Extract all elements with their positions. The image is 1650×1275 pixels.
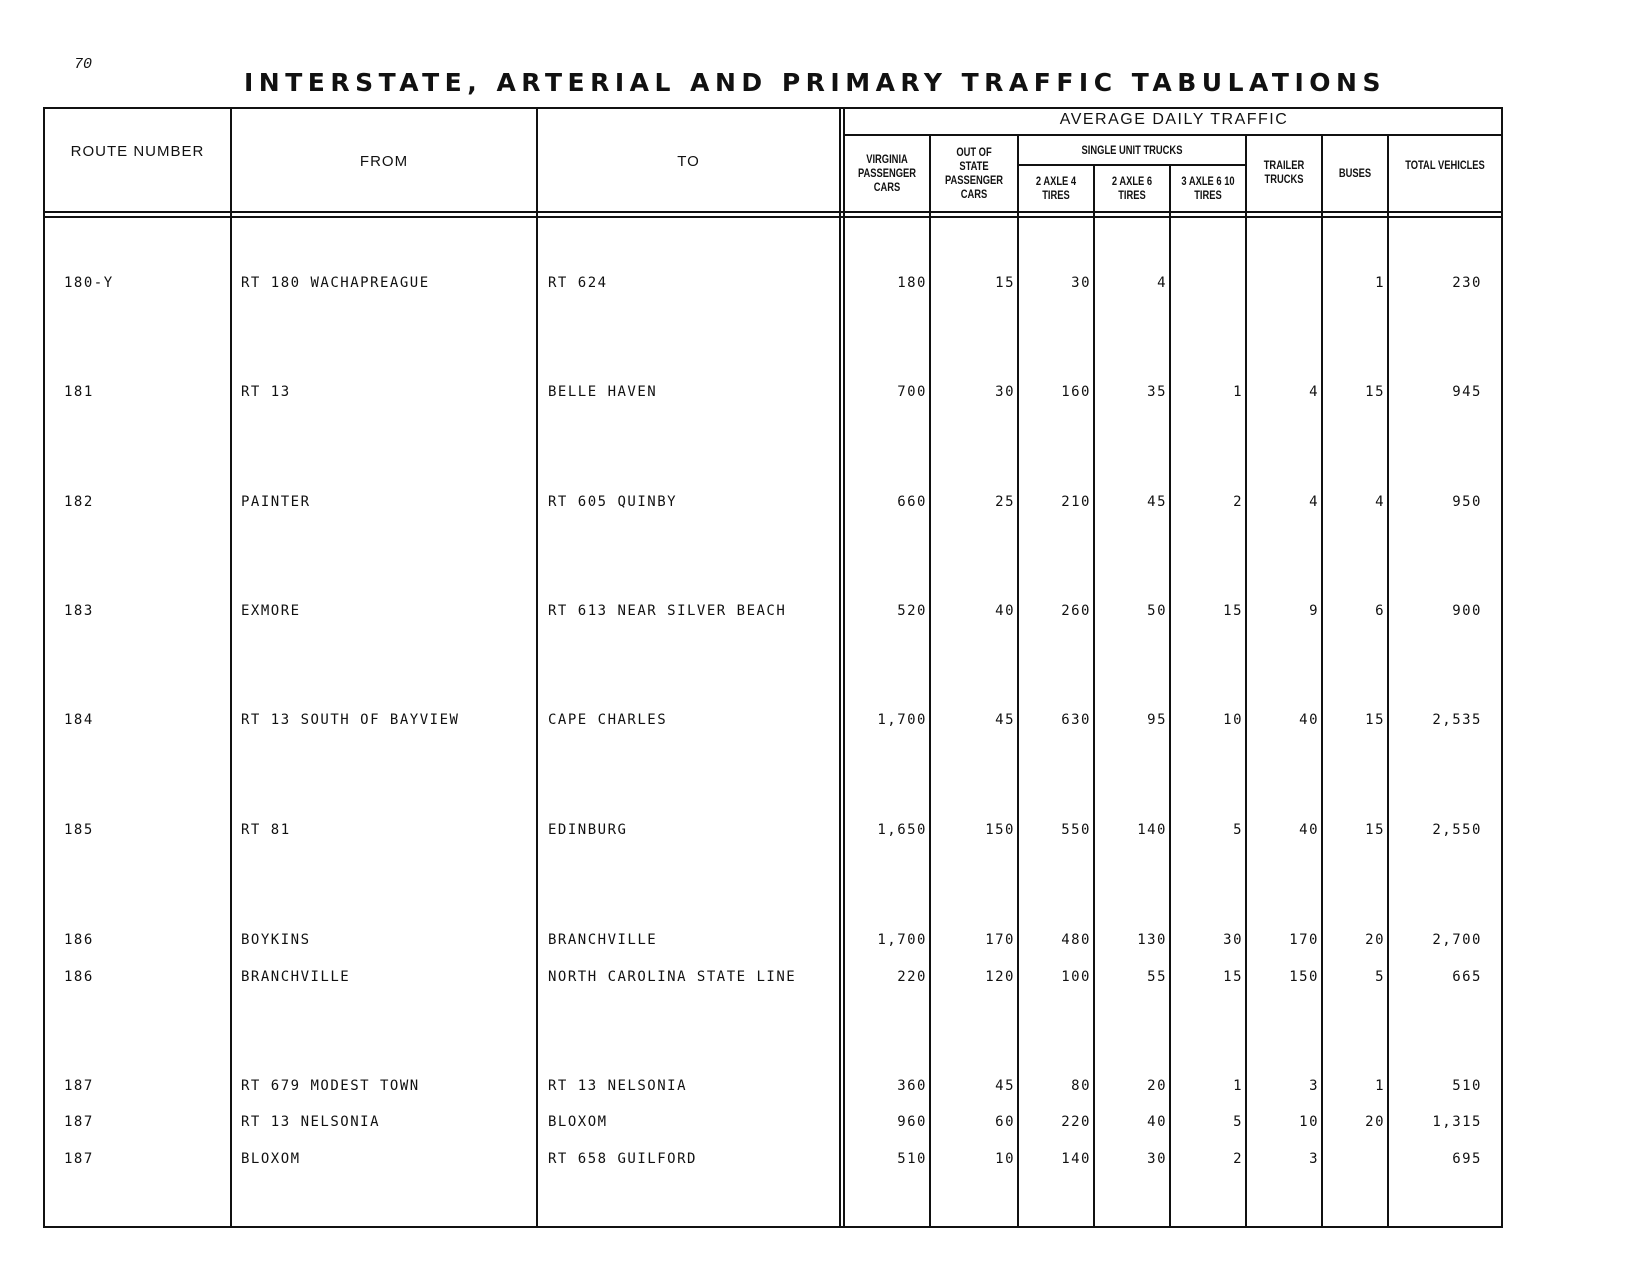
cell-a2t6: 55 [1147, 969, 1167, 985]
cell-a2t4: 210 [1061, 494, 1091, 510]
cell-trailer: 9 [1309, 603, 1319, 619]
divider-trailer-buses [1321, 135, 1323, 1228]
cell-total: 510 [1452, 1078, 1482, 1094]
divider-to-traffic-double [843, 107, 845, 1228]
cell-trailer: 40 [1299, 712, 1319, 728]
divider-2a4t-2a6t [1093, 165, 1095, 1228]
cell-va: 1,700 [877, 712, 927, 728]
cell-oos: 45 [995, 712, 1015, 728]
header-average-daily-traffic: AVERAGE DAILY TRAFFIC [1059, 111, 1289, 128]
cell-a3: 5 [1233, 1114, 1243, 1130]
cell-a2t6: 140 [1137, 822, 1167, 838]
cell-buses: 15 [1365, 384, 1385, 400]
divider-to-traffic [839, 107, 841, 1228]
cell-buses: 1 [1375, 1078, 1385, 1094]
cell-route: 184 [64, 712, 94, 728]
rule-adt [843, 134, 1503, 136]
cell-oos: 120 [985, 969, 1015, 985]
cell-total: 230 [1452, 275, 1482, 291]
cell-a2t6: 95 [1147, 712, 1167, 728]
cell-a3: 10 [1223, 712, 1243, 728]
cell-to: RT 613 NEAR SILVER BEACH [548, 603, 787, 619]
cell-a2t6: 45 [1147, 494, 1167, 510]
header-buses: BUSES [1338, 166, 1372, 180]
cell-a2t6: 50 [1147, 603, 1167, 619]
cell-trailer: 4 [1309, 494, 1319, 510]
header-3-axle-6-10-tires: 3 AXLE 6 10 TIRES [1181, 174, 1235, 202]
header-virginia-passenger-cars: VIRGINIA PASSENGER CARS [857, 152, 917, 194]
cell-a2t4: 100 [1061, 969, 1091, 985]
page-title: INTERSTATE, ARTERIAL AND PRIMARY TRAFFIC TABULATIONS [244, 68, 1386, 97]
cell-route: 183 [64, 603, 94, 619]
cell-total: 2,535 [1432, 712, 1482, 728]
cell-va: 1,650 [877, 822, 927, 838]
cell-from: BOYKINS [241, 932, 311, 948]
cell-from: RT 180 WACHAPREAGUE [241, 275, 430, 291]
cell-route: 185 [64, 822, 94, 838]
cell-buses: 5 [1375, 969, 1385, 985]
cell-a3: 2 [1233, 494, 1243, 510]
rule-single-unit [1017, 164, 1247, 166]
cell-to: RT 624 [548, 275, 608, 291]
cell-oos: 170 [985, 932, 1015, 948]
header-2-axle-4-tires: 2 AXLE 4 TIRES [1035, 174, 1077, 202]
cell-a2t4: 480 [1061, 932, 1091, 948]
cell-route: 187 [64, 1078, 94, 1094]
cell-trailer: 4 [1309, 384, 1319, 400]
cell-total: 2,550 [1432, 822, 1482, 838]
cell-oos: 150 [985, 822, 1015, 838]
header-trailer-trucks: TRAILER TRUCKS [1263, 158, 1305, 186]
cell-trailer: 10 [1299, 1114, 1319, 1130]
header-single-unit-trucks: SINGLE UNIT TRUCKS [1081, 143, 1183, 157]
cell-total: 1,315 [1432, 1114, 1482, 1130]
cell-va: 220 [897, 969, 927, 985]
cell-total: 2,700 [1432, 932, 1482, 948]
cell-from: RT 13 NELSONIA [241, 1114, 381, 1130]
cell-a2t6: 30 [1147, 1151, 1167, 1167]
cell-total: 900 [1452, 603, 1482, 619]
cell-va: 520 [897, 603, 927, 619]
cell-a2t4: 220 [1061, 1114, 1091, 1130]
cell-oos: 60 [995, 1114, 1015, 1130]
cell-va: 660 [897, 494, 927, 510]
cell-oos: 10 [995, 1151, 1015, 1167]
divider-sut-trailer [1245, 135, 1247, 1228]
cell-from: EXMORE [241, 603, 301, 619]
cell-route: 186 [64, 969, 94, 985]
cell-to: NORTH CAROLINA STATE LINE [548, 969, 797, 985]
cell-a2t4: 260 [1061, 603, 1091, 619]
cell-a2t4: 30 [1071, 275, 1091, 291]
cell-buses: 4 [1375, 494, 1385, 510]
cell-a2t4: 140 [1061, 1151, 1091, 1167]
header-route-number: ROUTE NUMBER [70, 143, 205, 160]
cell-a2t4: 630 [1061, 712, 1091, 728]
cell-a3: 5 [1233, 822, 1243, 838]
cell-to: EDINBURG [548, 822, 628, 838]
divider-oos-sut [1017, 135, 1019, 1228]
cell-from: PAINTER [241, 494, 311, 510]
cell-route: 187 [64, 1151, 94, 1167]
cell-to: RT 605 QUINBY [548, 494, 678, 510]
cell-to: BRANCHVILLE [548, 932, 658, 948]
rule-header-bottom-double [43, 216, 1503, 218]
cell-route: 186 [64, 932, 94, 948]
divider-buses-total [1387, 135, 1389, 1228]
cell-from: RT 13 [241, 384, 291, 400]
cell-va: 1,700 [877, 932, 927, 948]
cell-a3: 30 [1223, 932, 1243, 948]
cell-from: RT 13 SOUTH OF BAYVIEW [241, 712, 460, 728]
header-out-of-state-passenger-cars: OUT OF STATE PASSENGER CARS [944, 145, 1004, 201]
divider-from-to [536, 107, 538, 1228]
cell-a2t6: 40 [1147, 1114, 1167, 1130]
cell-trailer: 3 [1309, 1151, 1319, 1167]
cell-oos: 15 [995, 275, 1015, 291]
divider-route-from [230, 107, 232, 1228]
cell-route: 182 [64, 494, 94, 510]
cell-va: 360 [897, 1078, 927, 1094]
cell-oos: 40 [995, 603, 1015, 619]
cell-oos: 30 [995, 384, 1015, 400]
cell-a2t6: 35 [1147, 384, 1167, 400]
cell-trailer: 170 [1289, 932, 1319, 948]
header-total-vehicles: TOTAL VEHICLES [1405, 158, 1485, 172]
divider-2a6t-3a [1169, 165, 1171, 1228]
cell-va: 960 [897, 1114, 927, 1130]
cell-to: RT 13 NELSONIA [548, 1078, 688, 1094]
cell-a2t6: 20 [1147, 1078, 1167, 1094]
cell-a2t6: 4 [1157, 275, 1167, 291]
cell-a3: 1 [1233, 384, 1243, 400]
cell-trailer: 40 [1299, 822, 1319, 838]
cell-a2t4: 160 [1061, 384, 1091, 400]
cell-route: 187 [64, 1114, 94, 1130]
cell-from: RT 679 MODEST TOWN [241, 1078, 420, 1094]
cell-buses: 1 [1375, 275, 1385, 291]
cell-va: 510 [897, 1151, 927, 1167]
cell-buses: 15 [1365, 712, 1385, 728]
cell-va: 180 [897, 275, 927, 291]
header-2-axle-6-tires: 2 AXLE 6 TIRES [1111, 174, 1153, 202]
cell-buses: 15 [1365, 822, 1385, 838]
cell-a2t4: 80 [1071, 1078, 1091, 1094]
header-to: TO [677, 153, 700, 170]
cell-route: 181 [64, 384, 94, 400]
cell-to: CAPE CHARLES [548, 712, 668, 728]
cell-buses: 20 [1365, 1114, 1385, 1130]
cell-va: 700 [897, 384, 927, 400]
cell-a3: 1 [1233, 1078, 1243, 1094]
cell-buses: 6 [1375, 603, 1385, 619]
cell-trailer: 150 [1289, 969, 1319, 985]
cell-to: BLOXOM [548, 1114, 608, 1130]
cell-total: 945 [1452, 384, 1482, 400]
cell-a3: 2 [1233, 1151, 1243, 1167]
cell-a2t4: 550 [1061, 822, 1091, 838]
divider-va-oos [929, 135, 931, 1228]
page-number: 70 [74, 56, 93, 73]
cell-a3: 15 [1223, 969, 1243, 985]
cell-total: 665 [1452, 969, 1482, 985]
cell-to: BELLE HAVEN [548, 384, 658, 400]
cell-from: BRANCHVILLE [241, 969, 351, 985]
cell-oos: 25 [995, 494, 1015, 510]
cell-route: 180-Y [64, 275, 114, 291]
cell-from: RT 81 [241, 822, 291, 838]
cell-a3: 15 [1223, 603, 1243, 619]
cell-oos: 45 [995, 1078, 1015, 1094]
rule-header-bottom [43, 211, 1503, 213]
header-from: FROM [359, 153, 409, 170]
cell-total: 950 [1452, 494, 1482, 510]
cell-a2t6: 130 [1137, 932, 1167, 948]
cell-trailer: 3 [1309, 1078, 1319, 1094]
cell-to: RT 658 GUILFORD [548, 1151, 697, 1167]
cell-from: BLOXOM [241, 1151, 301, 1167]
cell-buses: 20 [1365, 932, 1385, 948]
cell-total: 695 [1452, 1151, 1482, 1167]
